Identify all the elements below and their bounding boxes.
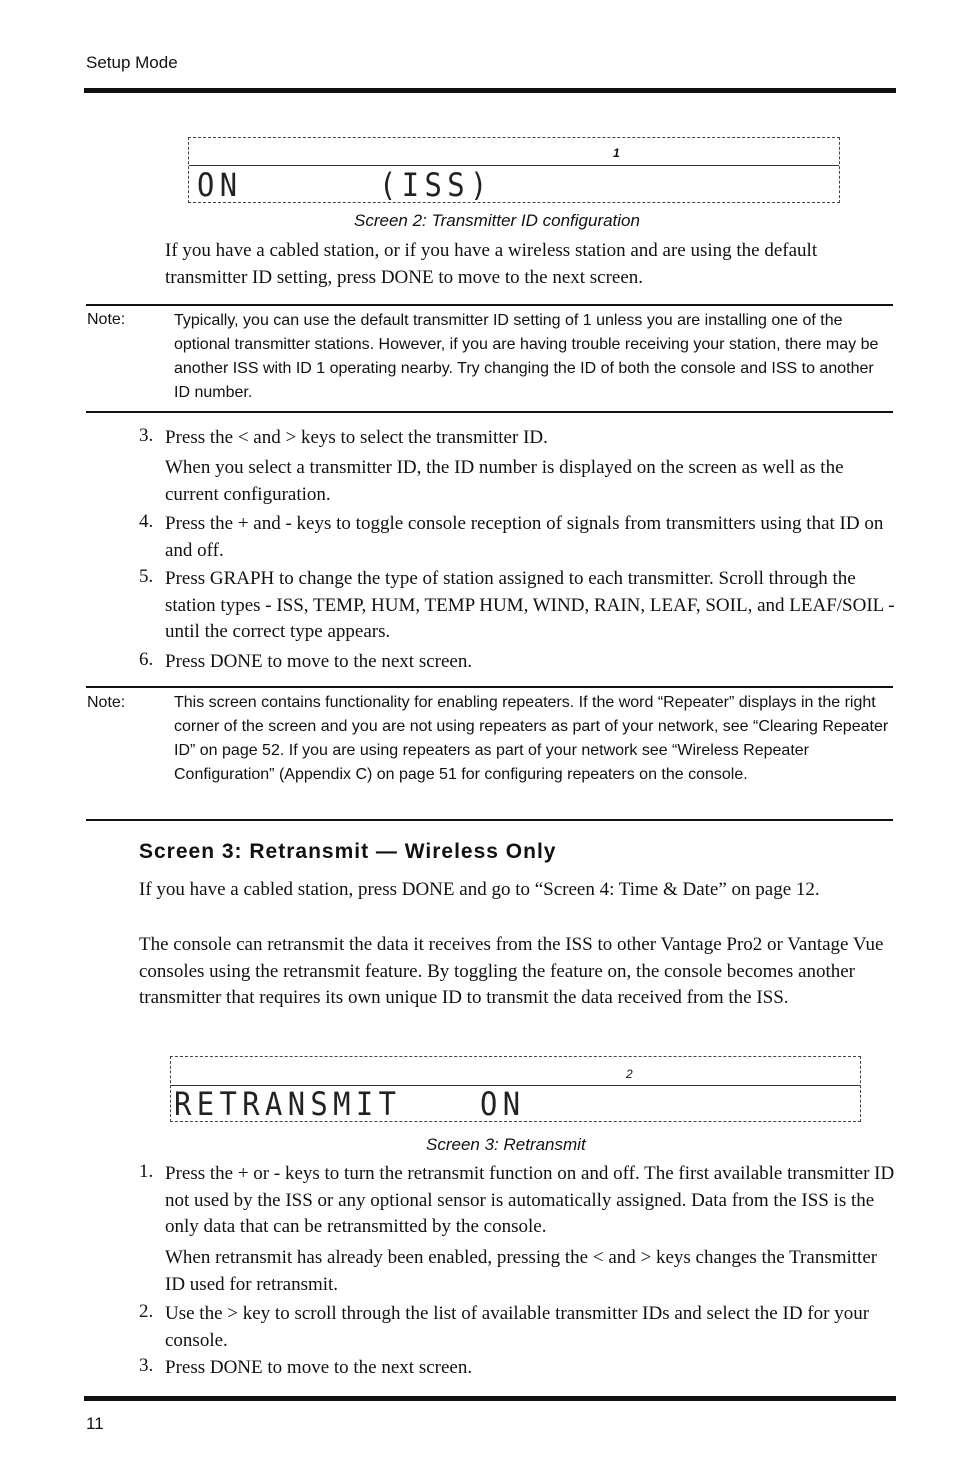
step-number: 1. [139, 1161, 154, 1182]
note-label: Note: [87, 694, 126, 711]
lcd-retransmit-label: RETRANSMIT [174, 1085, 402, 1123]
step-text: Press the + and - keys to toggle console reception of signals from transmitters using that ID on and off. [165, 513, 884, 561]
step-text: Press DONE to move to the next screen. [165, 651, 473, 672]
lcd-status-text: ON [197, 166, 243, 204]
lcd-screen-retransmit [170, 1056, 861, 1122]
step-detail: When retransmit has already been enabled, pressing the < and > keys changes the Transmitter ID used for retransmit. [165, 1247, 878, 1295]
retransmit-paragraph: The console can retransmit the data it receives from the ISS to other Vantage Pro2 or Vantage Vue consoles using the retransmit feature. By toggling the feature on, the console becomes another transmitter that requires its own unique ID to transmit the data received from the ISS. [139, 934, 884, 1008]
lcd-divider [189, 165, 839, 166]
step-number: 3. [139, 425, 154, 446]
step-number: 5. [139, 566, 154, 587]
cabled-paragraph: If you have a cabled station, press DONE and go to “Screen 4: Time & Date” on page 12. [139, 879, 820, 900]
lcd-transmitter-number: 1 [613, 146, 620, 160]
note-rule-top [86, 304, 893, 306]
figure-caption: Screen 2: Transmitter ID configuration [354, 211, 640, 230]
lcd-retransmit-state: ON [480, 1085, 526, 1123]
step-number: 4. [139, 511, 154, 532]
running-header: Setup Mode [86, 53, 178, 72]
step-detail: When you select a transmitter ID, the ID number is displayed on the screen as well as the current configuration. [165, 457, 844, 505]
step-text: Press the < and > keys to select the transmitter ID. [165, 427, 548, 448]
step-number: 6. [139, 649, 154, 670]
note-text: Typically, you can use the default transmitter ID setting of 1 unless you are installing one of the optional transmitter stations. However, if you are having trouble receiving your station, there may be another ISS with ID 1 operating nearby. Try changing the ID of both the console and ISS to another ID number. [174, 312, 879, 401]
header-rule [84, 88, 896, 93]
footer-rule [84, 1396, 896, 1401]
note-rule-bottom [86, 411, 893, 413]
lcd-station-type: (ISS) [379, 166, 493, 204]
note-rule-top [86, 686, 893, 688]
lcd-screen-transmitter-id [188, 137, 840, 203]
lcd-transmitter-number: 2 [626, 1067, 633, 1081]
page-number: 11 [86, 1414, 104, 1433]
intro-paragraph: If you have a cabled station, or if you have a wireless station and are using the default transmitter ID setting, press DONE to move to the next screen. [165, 240, 818, 288]
note-label: Note: [87, 311, 126, 328]
figure-caption: Screen 3: Retransmit [426, 1135, 586, 1154]
step-text: Use the > key to scroll through the list of available transmitter IDs and select the ID for your console. [165, 1303, 870, 1351]
note-text: This screen contains functionality for enabling repeaters. If the word “Repeater” displays in the right corner of the screen and you are not using repeaters as part of your network, see “Clearing Repeater ID” on page 52. If you are using repeaters as part of your network see “Wireless Repeater Configuration” (Appendix C) on page 51 for configuring repeaters on the console. [174, 694, 889, 783]
step-text: Press GRAPH to change the type of station assigned to each transmitter. Scroll through the station types - ISS, TEMP, HUM, TEMP HUM, WIND, RAIN, LEAF, SOIL, and LEAF/SOIL - until the correct type appears. [165, 568, 895, 642]
step-text: Press the + or - keys to turn the retransmit function on and off. The first available transmitter ID not used by the ISS or any optional sensor is automatically assigned. Data from the ISS is the only data that can be retransmitted by the console. [165, 1163, 895, 1237]
step-number: 2. [139, 1301, 154, 1322]
step-text: Press DONE to move to the next screen. [165, 1357, 473, 1378]
step-number: 3. [139, 1355, 154, 1376]
section-heading: Screen 3: Retransmit — Wireless Only [139, 840, 557, 863]
note-rule-bottom [86, 819, 893, 821]
